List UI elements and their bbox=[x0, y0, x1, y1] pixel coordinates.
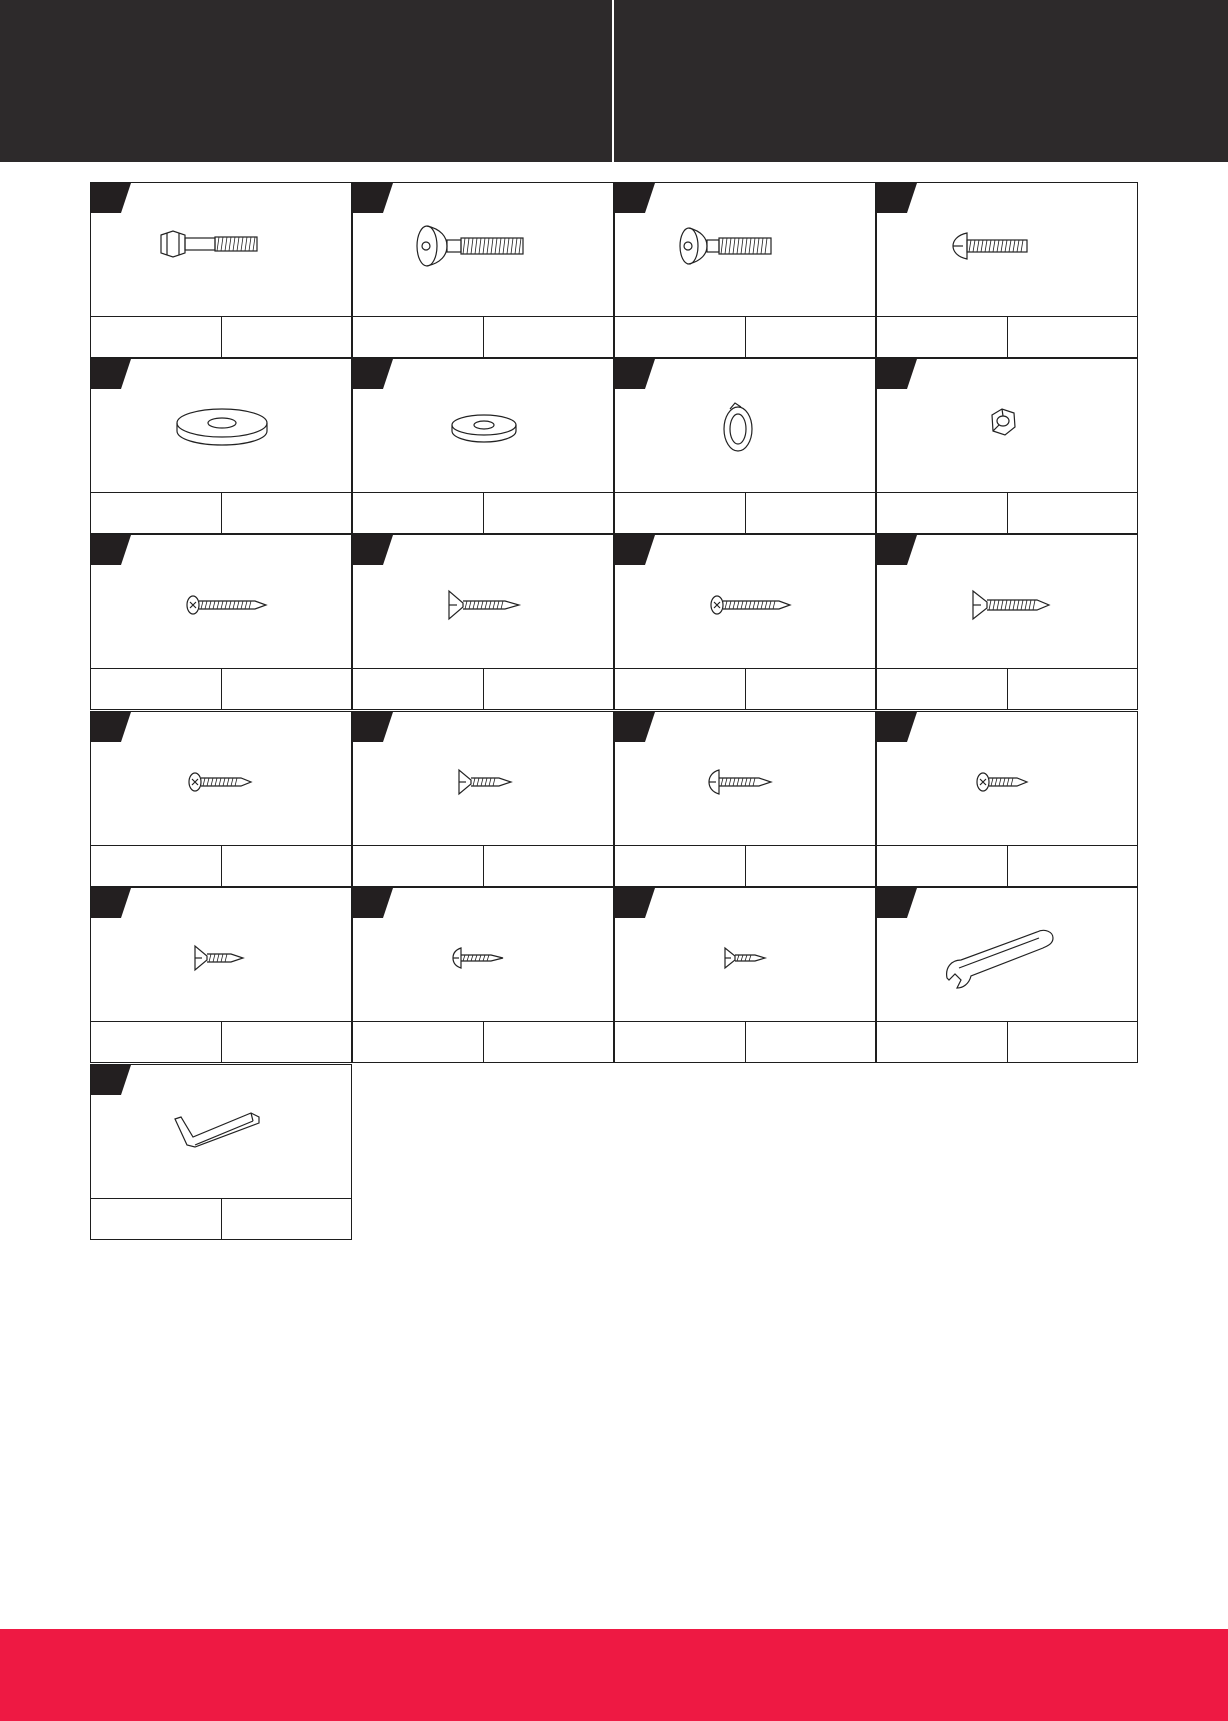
part-name bbox=[91, 317, 221, 357]
part-quantity bbox=[222, 493, 352, 533]
part-info-strip bbox=[352, 1021, 614, 1063]
small-flat-washer-icon bbox=[353, 359, 615, 494]
part-info-strip bbox=[90, 316, 352, 358]
part-illustration-panel bbox=[614, 711, 876, 846]
phillips-pan-head-screw-medium-icon bbox=[91, 712, 353, 847]
part-illustration-panel bbox=[614, 887, 876, 1022]
part-name bbox=[353, 669, 483, 709]
part-info-strip bbox=[90, 1021, 352, 1063]
part-name bbox=[877, 317, 1007, 357]
phillips-pan-head-screw-long-icon bbox=[615, 535, 877, 670]
part-quantity bbox=[746, 1022, 876, 1062]
part-info-strip bbox=[352, 316, 614, 358]
part-illustration-panel bbox=[614, 534, 876, 669]
part-illustration-panel bbox=[876, 711, 1138, 846]
part-info-strip bbox=[352, 492, 614, 534]
part-name bbox=[353, 317, 483, 357]
part-info-strip bbox=[90, 1198, 352, 1240]
part-info-strip bbox=[90, 492, 352, 534]
part-info-strip bbox=[614, 492, 876, 534]
flat-head-screw-tiny-icon bbox=[615, 888, 877, 1023]
part-info-strip bbox=[876, 316, 1138, 358]
part-illustration-panel bbox=[352, 887, 614, 1022]
part-info-strip bbox=[614, 316, 876, 358]
part-illustration-panel bbox=[614, 358, 876, 493]
part-quantity bbox=[222, 1022, 352, 1062]
part-quantity bbox=[222, 317, 352, 357]
part-info-strip bbox=[90, 668, 352, 710]
part-name bbox=[615, 669, 745, 709]
part-cell bbox=[614, 358, 876, 534]
part-name bbox=[91, 669, 221, 709]
part-cell bbox=[876, 358, 1138, 534]
part-info-strip bbox=[876, 1021, 1138, 1063]
hardware-parts-grid bbox=[90, 182, 1136, 1242]
part-cell bbox=[90, 1064, 352, 1240]
part-cell bbox=[614, 711, 876, 887]
part-cell bbox=[352, 534, 614, 710]
flat-head-wood-screw-large-icon bbox=[877, 535, 1139, 670]
part-info-strip bbox=[876, 668, 1138, 710]
part-quantity bbox=[746, 846, 876, 886]
part-quantity bbox=[746, 669, 876, 709]
part-cell bbox=[352, 711, 614, 887]
part-cell bbox=[90, 887, 352, 1063]
round-head-screw-short-icon bbox=[353, 888, 615, 1023]
flat-head-screw-short-icon bbox=[91, 888, 353, 1023]
part-illustration-panel bbox=[352, 534, 614, 669]
round-head-machine-screw-icon bbox=[877, 183, 1139, 318]
button-head-bolt-long-icon bbox=[353, 183, 615, 318]
round-head-wood-screw-icon bbox=[615, 712, 877, 847]
part-quantity bbox=[222, 846, 352, 886]
flat-head-wood-screw-icon bbox=[353, 535, 615, 670]
header-right-panel bbox=[614, 0, 1228, 162]
part-quantity bbox=[746, 317, 876, 357]
part-name bbox=[91, 493, 221, 533]
part-quantity bbox=[1008, 1022, 1138, 1062]
hex-nut-icon bbox=[877, 359, 1139, 494]
part-info-strip bbox=[876, 492, 1138, 534]
part-quantity bbox=[222, 669, 352, 709]
part-cell bbox=[90, 711, 352, 887]
part-illustration-panel bbox=[876, 182, 1138, 317]
part-info-strip bbox=[876, 845, 1138, 887]
part-cell bbox=[90, 358, 352, 534]
part-illustration-panel bbox=[90, 358, 352, 493]
part-name bbox=[615, 846, 745, 886]
part-cell bbox=[876, 887, 1138, 1063]
part-name bbox=[615, 493, 745, 533]
part-info-strip bbox=[352, 668, 614, 710]
part-quantity bbox=[1008, 493, 1138, 533]
button-head-bolt-short-icon bbox=[615, 183, 877, 318]
part-cell bbox=[614, 182, 876, 358]
part-cell bbox=[90, 534, 352, 710]
part-cell bbox=[352, 358, 614, 534]
part-quantity bbox=[746, 493, 876, 533]
part-quantity bbox=[1008, 846, 1138, 886]
page-header bbox=[0, 0, 1228, 162]
part-quantity bbox=[484, 669, 614, 709]
flat-head-wood-screw-small-icon bbox=[353, 712, 615, 847]
part-info-strip bbox=[614, 668, 876, 710]
part-name bbox=[877, 669, 1007, 709]
part-name bbox=[91, 1199, 221, 1239]
part-name bbox=[615, 317, 745, 357]
split-lock-washer-icon bbox=[615, 359, 877, 494]
part-quantity bbox=[484, 846, 614, 886]
part-illustration-panel bbox=[90, 534, 352, 669]
part-illustration-panel bbox=[876, 887, 1138, 1022]
part-illustration-panel bbox=[352, 182, 614, 317]
part-quantity bbox=[484, 1022, 614, 1062]
part-illustration-panel bbox=[90, 1064, 352, 1199]
part-cell bbox=[876, 534, 1138, 710]
part-cell bbox=[876, 182, 1138, 358]
part-illustration-panel bbox=[90, 182, 352, 317]
part-quantity bbox=[1008, 669, 1138, 709]
part-name bbox=[353, 1022, 483, 1062]
part-name bbox=[353, 493, 483, 533]
part-illustration-panel bbox=[614, 182, 876, 317]
part-info-strip bbox=[614, 1021, 876, 1063]
part-cell bbox=[614, 534, 876, 710]
part-info-strip bbox=[352, 845, 614, 887]
part-name bbox=[91, 1022, 221, 1062]
part-name bbox=[91, 846, 221, 886]
part-name bbox=[877, 1022, 1007, 1062]
part-quantity bbox=[222, 1199, 352, 1239]
part-name bbox=[877, 493, 1007, 533]
header-left-panel bbox=[0, 0, 612, 162]
part-name bbox=[353, 846, 483, 886]
large-flat-washer-icon bbox=[91, 359, 353, 494]
part-quantity bbox=[484, 317, 614, 357]
part-illustration-panel bbox=[352, 358, 614, 493]
part-info-strip bbox=[90, 845, 352, 887]
part-quantity bbox=[1008, 317, 1138, 357]
part-illustration-panel bbox=[876, 534, 1138, 669]
part-illustration-panel bbox=[90, 887, 352, 1022]
part-cell bbox=[90, 182, 352, 358]
part-name bbox=[615, 1022, 745, 1062]
part-cell bbox=[614, 887, 876, 1063]
part-cell bbox=[352, 887, 614, 1063]
part-illustration-panel bbox=[352, 711, 614, 846]
open-end-wrench-icon bbox=[877, 888, 1139, 1023]
part-cell bbox=[876, 711, 1138, 887]
phillips-wafer-head-screw-icon bbox=[877, 712, 1139, 847]
phillips-pan-head-screw-long-icon bbox=[91, 535, 353, 670]
hex-bolt-icon bbox=[91, 183, 353, 318]
part-illustration-panel bbox=[90, 711, 352, 846]
part-illustration-panel bbox=[876, 358, 1138, 493]
part-name bbox=[877, 846, 1007, 886]
part-quantity bbox=[484, 493, 614, 533]
part-info-strip bbox=[614, 845, 876, 887]
allen-key-icon bbox=[91, 1065, 353, 1200]
part-cell bbox=[352, 182, 614, 358]
page-footer-band bbox=[0, 1629, 1228, 1721]
